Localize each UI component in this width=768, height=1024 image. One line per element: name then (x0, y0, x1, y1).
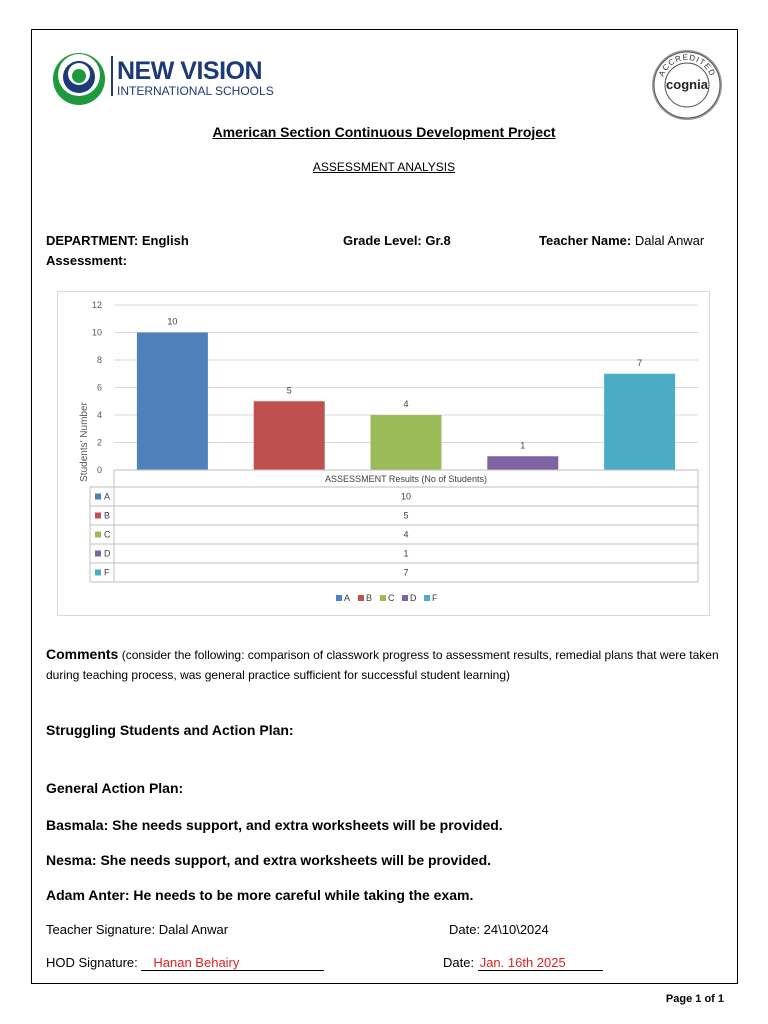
legend-label: D (410, 593, 417, 603)
table-key-swatch (95, 570, 101, 576)
action-item-nesma: Nesma: She needs support, and extra worksheets will be provided. (46, 852, 492, 868)
table-category-label: C (104, 529, 111, 540)
grade-label: Grade Level: (343, 233, 422, 248)
hod-date-label: Date: (443, 955, 475, 970)
data-label: 7 (637, 357, 643, 368)
data-label: 10 (167, 316, 178, 327)
comments-text: (consider the following: comparison of classwork progress to assessment results, remedial plans that were taken during teaching process, was general practice sufficient for successful student learning) (46, 648, 719, 682)
table-category-label: B (104, 510, 111, 521)
table-value: 7 (403, 567, 409, 578)
action-item-basmala: Basmala: She needs support, and extra worksheets will be provided. (46, 817, 503, 833)
y-tick-label: 12 (91, 300, 102, 310)
teacher-label: Teacher Name: (539, 233, 632, 248)
struggling-heading: Struggling Students and Action Plan: (46, 722, 294, 738)
hod-name: Hanan Behairy (153, 955, 240, 970)
legend-label: B (366, 593, 373, 603)
table-key-swatch (95, 551, 101, 557)
bar-f (604, 374, 675, 470)
table-key-swatch (95, 513, 101, 519)
bar-b (254, 401, 325, 470)
hod-date-value: Jan. 16th 2025 (479, 955, 566, 970)
table-value: 10 (400, 491, 412, 502)
department-label: DEPARTMENT: (46, 233, 139, 248)
teacher-value: Dalal Anwar (634, 233, 705, 248)
legend-swatch (424, 595, 430, 601)
legend-swatch (336, 595, 342, 601)
department-value: English (141, 233, 189, 248)
comments-block (46, 644, 726, 685)
table-category-label: F (104, 567, 110, 578)
logo-divider (111, 56, 113, 96)
y-tick-label: 6 (96, 382, 102, 393)
accreditation-seal-icon (650, 48, 724, 122)
data-label: 1 (520, 440, 526, 451)
bar-c (371, 415, 442, 470)
page-title: American Section Continuous Development Project (212, 124, 556, 140)
logo-main-text: NEW VISION (117, 57, 263, 85)
hod-signature (46, 955, 324, 971)
svg-text:cognia: cognia (666, 77, 708, 92)
data-label: 4 (403, 399, 409, 409)
hod-date-line (478, 955, 603, 971)
hod-date (443, 955, 603, 971)
y-tick-label: 2 (96, 437, 102, 448)
legend-swatch (358, 595, 364, 601)
legend-label: A (344, 593, 351, 603)
y-tick-label: 0 (96, 465, 102, 475)
table-category-label: D (104, 548, 111, 559)
teacher-signature: Teacher Signature: Dalal Anwar (46, 922, 229, 937)
table-value: 4 (403, 529, 409, 540)
y-tick-label: 8 (96, 355, 102, 365)
y-tick-label: 4 (96, 410, 102, 420)
school-logo-icon (48, 50, 110, 108)
logo-sub-text: INTERNATIONAL SCHOOLS (117, 84, 274, 98)
legend-swatch (380, 595, 386, 601)
school-name (117, 58, 274, 97)
table-category-label: A (104, 491, 111, 502)
teacher-date: Date: 24\10\2024 (449, 922, 549, 937)
table-value: 5 (403, 510, 409, 521)
assessment-label: Assessment: (46, 253, 127, 268)
legend-label: C (388, 593, 395, 603)
table-key-swatch (95, 494, 101, 500)
table-value: 1 (403, 548, 409, 559)
assessment-chart (58, 292, 709, 615)
table-header: ASSESSMENT Results (No of Students) (325, 474, 487, 484)
hod-signature-line (141, 955, 324, 971)
hod-label: HOD Signature: (46, 955, 138, 970)
legend-swatch (402, 595, 408, 601)
legend-label: F (432, 593, 438, 603)
grade-field (343, 233, 451, 248)
bar-a (137, 333, 208, 471)
chart-container (57, 291, 710, 616)
bar-d (487, 456, 558, 470)
grade-value: Gr.8 (425, 233, 451, 248)
svg-text:ACCREDITED: ACCREDITED (656, 52, 718, 78)
department-field (46, 233, 189, 248)
teacher-field (539, 233, 704, 248)
y-axis-label: Students' Number (79, 402, 90, 482)
data-label: 5 (286, 385, 292, 396)
page-subtitle: ASSESSMENT ANALYSIS (312, 160, 456, 174)
page-number: Page 1 of 1 (665, 993, 724, 1005)
y-tick-label: 10 (91, 327, 102, 338)
action-item-adam: Adam Anter: He needs to be more careful while taking the exam. (46, 887, 474, 903)
table-key-swatch (95, 532, 101, 538)
comments-heading: Comments (46, 646, 119, 662)
general-heading: General Action Plan: (46, 780, 184, 796)
